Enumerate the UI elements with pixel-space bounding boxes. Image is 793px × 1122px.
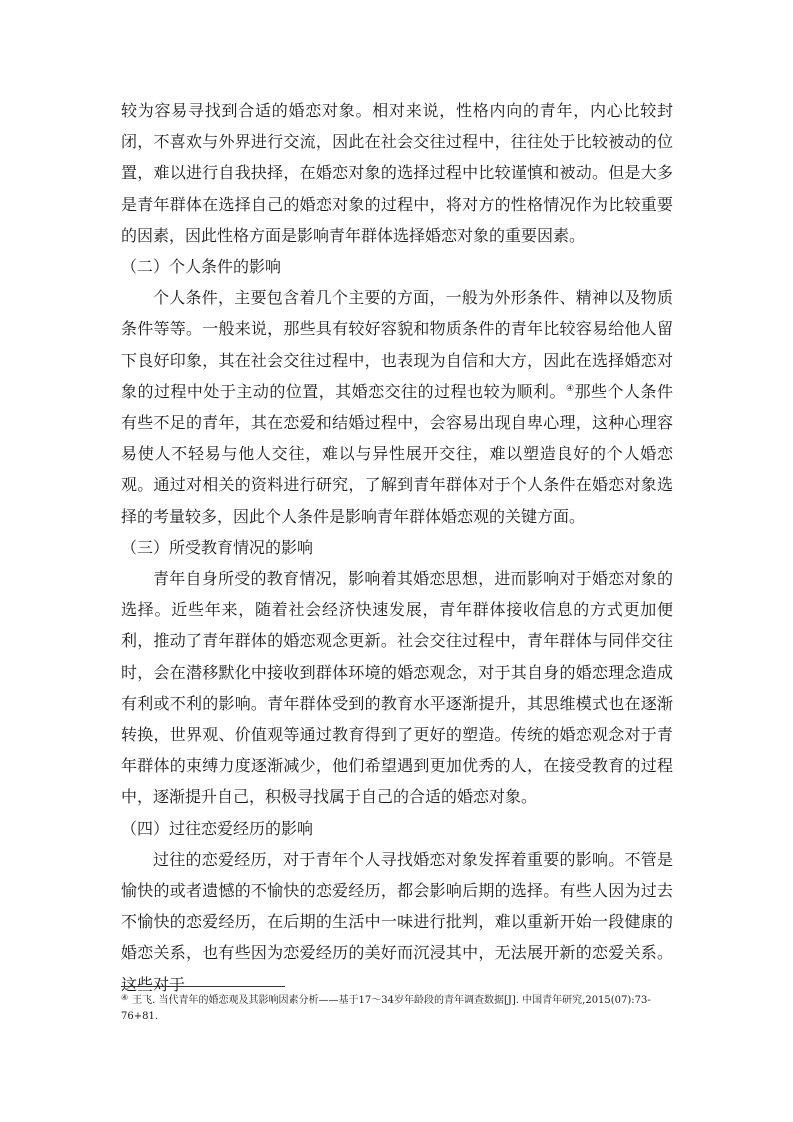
section-heading-personal-conditions: （二）个人条件的影响 bbox=[121, 257, 282, 277]
paragraph-education: 青年自身所受的教育情况，影响着其婚恋思想，进而影响对于婚恋对象的选择。近些年来，随着社会经济快速发展，青年群体接收信息的方式更加便利，推动了青年群体的婚恋观念更新。社会交往过程中，青年群体与同伴交往时，会在潜移默化中接收到群体环境的婚恋观念，对于其自身的婚恋理念造成有利或不利的影响。青年群体受到的教育水平逐渐提升，其思维模式也在逐渐转换，世界观、价值观等通过教育得到了更好的塑造。传统的婚恋观念对于青年群体的束缚力度逐渐减少，他们希望遇到更加优秀的人，在接受教育的过程中，逐渐提升自己，积极寻找属于自己的合适的婚恋对象。 bbox=[121, 569, 673, 807]
footnote-text: 王飞. 当代青年的婚恋观及其影响因素分析——基于17～34岁年龄段的青年调查数据[J]. 中国青年研究,2015(07):73-76+81. bbox=[121, 995, 651, 1022]
footnote-reference[interactable]: ④ bbox=[566, 383, 575, 394]
footnote-divider bbox=[121, 986, 285, 987]
paragraph-text-part-a: 个人条件，主要包含着几个主要的方面，一般为外形条件、精神以及物质条件等等。一般来说，那些具有较好容貌和物质条件的青年比较容易给他人留下良好印象，其在社会交往过程中，也表现为自信和大方，因此在选择婚恋对象的过程中处于主动的位置，其婚恋交往的过程也较为顺利。 bbox=[121, 288, 673, 401]
section-heading-education: （三）所受教育情况的影响 bbox=[121, 537, 314, 557]
section-heading-past-relationships: （四）过往恋爱经历的影响 bbox=[121, 818, 314, 838]
paragraph-text-part-b: 那些个人条件有些不足的青年，其在恋爱和结婚过程中，会容易出现自卑心理，这种心理容易使人不轻易与他人交往，难以与异性展开交往，难以塑造良好的个人婚恋观。通过对相关的资料进行研究，了解到青年群体对于个人条件在婚恋对象选择的考量较多，因此个人条件是影响青年群体婚恋观的关键方面。 bbox=[121, 381, 673, 526]
paragraph-past-relationships: 过往的恋爱经历，对于青年个人寻找婚恋对象发挥着重要的影响。不管是愉快的或者遗憾的不愉快的恋爱经历，都会影响后期的选择。有些人因为过去不愉快的恋爱经历，在后期的生活中一味进行批判，难以重新开始一段健康的婚恋关系，也有些因为恋爱经历的美好而沉浸其中，无法展开新的恋爱关系。这些对于 bbox=[121, 849, 673, 994]
paragraph-personal-conditions bbox=[121, 282, 673, 532]
body-text bbox=[121, 95, 673, 1000]
footnote-mark: ④ bbox=[121, 993, 129, 1002]
intro-paragraph: 较为容易寻找到合适的婚恋对象。相对来说，性格内向的青年，内心比较封闭，不喜欢与外界进行交流，因此在社会交往过程中，往往处于比较被动的位置，难以进行自我抉择，在婚恋对象的选择过程中比较谨慎和被动。但是大多是青年群体在选择自己的婚恋对象的过程中，将对方的性格情况作为比较重要的因素，因此性格方面是影响青年群体选择婚恋对象的重要因素。 bbox=[121, 101, 673, 245]
footnote bbox=[121, 993, 681, 1025]
